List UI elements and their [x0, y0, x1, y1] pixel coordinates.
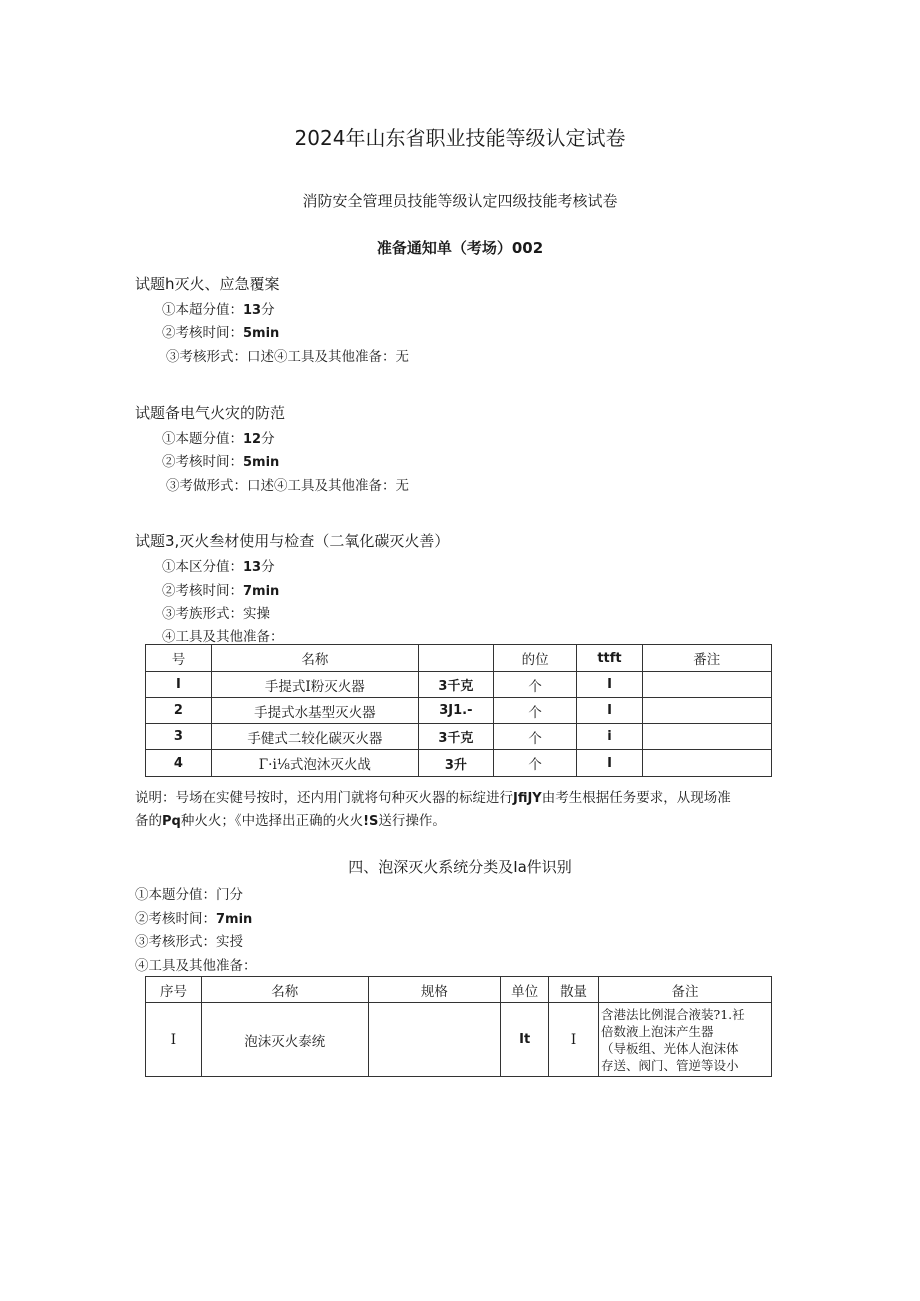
header-cell-qty: ttft [577, 645, 642, 672]
table-header-row [146, 645, 772, 672]
row-name: 手提式I粉灭火器 [211, 672, 418, 698]
q3-equipment-table [145, 644, 772, 777]
document-subtitle: 消防安全管理员技能等级认定四级技能考核试卷 [302, 192, 618, 210]
row-qty: I [577, 672, 642, 698]
row-spec: 3千克 [418, 724, 493, 750]
q3-time-label: ②考核时间： [162, 583, 243, 599]
table-row [146, 724, 772, 750]
remark-line: 倍数液上泡沫产生器 [601, 1023, 714, 1039]
row-unit: 个 [493, 750, 576, 777]
q3-note-line1 [135, 786, 731, 806]
q1-time-label: ②考核时间： [162, 325, 243, 341]
q2-time [162, 450, 279, 470]
row-no: 4 [146, 750, 212, 777]
row-name: 泡沫灭火泰统 [201, 1003, 368, 1077]
note-code: JfiJY [513, 791, 542, 806]
table-row [146, 750, 772, 777]
note-text: 送行操作。 [378, 813, 446, 829]
row-remark [642, 724, 771, 750]
q1-form: ③考核形式：口述④工具及其他准备：无 [166, 349, 409, 365]
q2-score-unit: 分 [261, 431, 275, 447]
row-remark [642, 672, 771, 698]
q2-time-label: ②考核时间： [162, 454, 243, 470]
q4-form: ③考核形式：实授 [135, 934, 243, 950]
notice-title: 准备通知单（考场）002 [376, 239, 544, 257]
header-cell-remark: 备注 [599, 977, 772, 1003]
q1-score [162, 298, 275, 318]
row-unit: It [501, 1003, 549, 1077]
remark-line: 含港法比例混合液装?1.衽 [601, 1006, 745, 1022]
row-no: I [146, 1003, 202, 1077]
header-cell-unit: 的位 [493, 645, 576, 672]
header-cell-no: 号 [146, 645, 212, 672]
q2-score-value: 12 [243, 432, 262, 447]
table-row [146, 698, 772, 724]
row-qty: I [549, 1003, 599, 1077]
row-no: 2 [146, 698, 212, 724]
row-remark [642, 698, 771, 724]
q3-time-value: 7min [243, 584, 280, 599]
header-cell-remark: 番注 [642, 645, 771, 672]
note-text: 种火火；《中选择出正确的火火 [180, 813, 364, 829]
row-name: 手提式水基型灭火器 [211, 698, 418, 724]
row-unit: 个 [493, 698, 576, 724]
q4-score: ①本题分值：门分 [135, 887, 243, 903]
note-code: !S [363, 814, 379, 829]
q2-time-value: 5min [243, 455, 280, 470]
table-row [146, 672, 772, 698]
q4-tools: ④工具及其他准备： [135, 958, 257, 974]
header-cell-spec [418, 645, 493, 672]
note-code: Pq [162, 814, 181, 829]
q1-score-label: ①本超分值： [162, 302, 243, 318]
row-spec: 3千克 [418, 672, 493, 698]
q4-time [135, 907, 252, 927]
header-cell-spec: 规格 [368, 977, 501, 1003]
q3-tools: ④工具及其他准备： [162, 629, 284, 645]
header-cell-name: 名称 [201, 977, 368, 1003]
row-qty: I [577, 750, 642, 777]
header-cell-unit: 单位 [501, 977, 549, 1003]
header-cell-no: 序号 [146, 977, 202, 1003]
q2-heading: 试题备电气火灾的防范 [135, 404, 286, 422]
document-title: 2024年山东省职业技能等级认定试卷 [294, 126, 626, 150]
q3-heading: 试题3,灭火叁材使用与检查（二氧化碳灭火善） [135, 532, 450, 550]
q3-score-unit: 分 [261, 559, 275, 575]
row-no: 3 [146, 724, 212, 750]
remark-line: 存送、阀门、管逆等设小 [601, 1057, 739, 1073]
note-text: 由考生根据任务要求，从现场准 [541, 790, 731, 806]
q3-time [162, 579, 279, 599]
row-spec: 3升 [418, 750, 493, 777]
row-no: I [146, 672, 212, 698]
row-unit: 个 [493, 672, 576, 698]
q1-time [162, 321, 279, 341]
row-unit: 个 [493, 724, 576, 750]
remark-line: （导板组、光体人泡沫体 [601, 1040, 739, 1056]
row-qty: i [577, 724, 642, 750]
header-cell-name: 名称 [211, 645, 418, 672]
q1-heading: 试题h灭火、应急覆案 [135, 275, 280, 293]
header-cell-qty: 散量 [549, 977, 599, 1003]
q4-time-label: ②考核时间： [135, 911, 216, 927]
q4-heading: 四、泡深灭火系统分类及Ia件识别 [348, 858, 572, 876]
q3-score-value: 13 [243, 560, 262, 575]
row-remark [599, 1003, 772, 1077]
q2-form: ③考做形式：口述④工具及其他准备：无 [166, 478, 409, 494]
q1-score-value: 13 [243, 303, 262, 318]
q2-score-label: ①本题分值： [162, 431, 243, 447]
q1-score-unit: 分 [261, 302, 275, 318]
q1-time-value: 5min [243, 326, 280, 341]
row-remark [642, 750, 771, 777]
note-text: 备的 [135, 813, 162, 829]
q3-score-label: ①本区分值： [162, 559, 243, 575]
row-spec: 3J1.- [418, 698, 493, 724]
q3-form: ③考族形式：实操 [162, 606, 270, 622]
row-name: Γ·i⅛式泡沐灭火战 [211, 750, 418, 777]
row-qty: I [577, 698, 642, 724]
q2-score [162, 427, 275, 447]
q4-equipment-table [145, 976, 772, 1077]
q3-note-line2 [135, 809, 446, 829]
row-name: 手健式二较化碳灭火器 [211, 724, 418, 750]
note-text: 说明：号场在实健号按时，还内用门就将句种灭火器的标绽进行 [135, 790, 513, 806]
q3-score [162, 555, 275, 575]
table-row [146, 1003, 772, 1077]
row-spec [368, 1003, 501, 1077]
table-header-row [146, 977, 772, 1003]
q4-time-value: 7min [216, 912, 253, 927]
